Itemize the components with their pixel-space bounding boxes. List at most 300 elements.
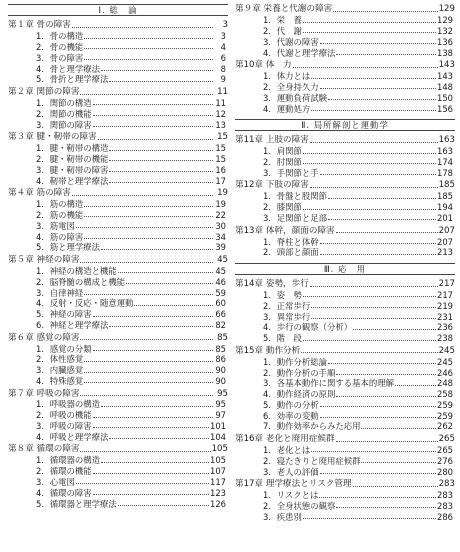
subsection-entry: [8, 97, 228, 108]
leader-dots: [320, 174, 436, 175]
leader-dots: [336, 396, 436, 397]
leader-dots: [320, 473, 436, 474]
subsection-entry: [235, 366, 455, 377]
leader-dots: [333, 11, 437, 12]
subsection-entry-title: 4．反射・反応・随意運動: [36, 298, 134, 309]
chapter-entry: [235, 478, 455, 489]
subsection-entry: [8, 409, 228, 420]
subsection-entry-title: 1．老化とは: [263, 445, 311, 456]
leader-dots: [84, 382, 213, 383]
subsection-entry-page-number: 12: [215, 108, 226, 119]
subsection-entry-title: 5．神経の障害: [36, 309, 92, 320]
leader-dots: [353, 486, 438, 487]
subsection-entry-page-number: 283: [437, 501, 453, 512]
subsection-entry-title: 1．脊柱と体幹: [263, 236, 319, 247]
chapter-entry: [235, 179, 455, 190]
chapter-entry-title: 第16章 老化と廃用症候群: [235, 434, 335, 445]
subsection-entry-title: 2．呼吸の機能: [36, 410, 92, 421]
subsection-entry-title: 2．筋の機能: [36, 209, 84, 220]
chapter-entry: [8, 86, 228, 97]
chapter-entry-page-number: 15: [217, 132, 228, 143]
chapter-entry-page-number: 19: [217, 188, 228, 199]
leader-dots: [84, 59, 213, 60]
subsection-entry-page-number: 86: [215, 354, 226, 365]
leader-dots: [319, 497, 436, 498]
subsection-entry: [235, 388, 455, 399]
subsection-entry: [235, 454, 455, 465]
chapter-entry: [235, 3, 455, 14]
subsection-entry: [8, 486, 228, 497]
chapter-entry-page-number: 245: [438, 345, 455, 356]
leader-dots: [72, 27, 213, 28]
subsection-entry: [8, 465, 228, 476]
subsection-entry-title: 1．関節の構造: [36, 97, 92, 108]
subsection-entry-title: 3．骨の障害: [36, 52, 84, 63]
subsection-entry-page-number: 265: [437, 445, 453, 456]
subsection-entry-page-number: 201: [437, 212, 453, 223]
leader-dots: [303, 32, 436, 33]
chapter-entry: [8, 187, 228, 198]
subsection-entry: [8, 308, 228, 319]
subsection-entry-title: 2．正常歩行: [263, 300, 311, 311]
leader-dots: [303, 340, 436, 341]
chapter-entry: [8, 131, 228, 142]
subsection-entry-title: 2．頭部と顔面: [263, 247, 319, 258]
chapter-entry-title: 第７章 呼吸の障害: [8, 388, 80, 399]
subsection-entry: [8, 420, 228, 431]
subsection-entry-page-number: 3: [220, 31, 226, 42]
subsection-entry: [235, 465, 455, 476]
leader-dots: [336, 441, 438, 442]
subsection-entry-page-number: 150: [437, 92, 453, 103]
toc-chapter: [8, 254, 228, 330]
subsection-entry-title: 3．足関節と足部: [263, 212, 327, 223]
subsection-entry: [235, 25, 455, 36]
toc-chapter: [8, 131, 228, 185]
chapter-entry-title: 第４章 筋の障害: [8, 188, 71, 199]
toc-chapter: [8, 19, 228, 84]
subsection-entry-title: 4．特殊感覚: [36, 375, 84, 386]
leader-dots: [84, 372, 213, 373]
leader-dots: [320, 243, 436, 244]
toc-column-left: [8, 3, 228, 510]
chapter-entry: [235, 59, 455, 70]
subsection-entry-page-number: 39: [215, 242, 226, 253]
chapter-entry: [8, 443, 228, 454]
subsection-entry-page-number: 213: [437, 247, 453, 258]
subsection-entry-page-number: 132: [437, 25, 453, 36]
subsection-entry-page-number: 15: [215, 143, 226, 154]
subsection-entry-title: 3．関節の障害: [36, 119, 92, 130]
subsection-entry-title: 2．循環の機能: [36, 466, 92, 477]
subsection-entry: [8, 153, 228, 164]
leader-dots: [328, 363, 436, 364]
subsection-entry: [8, 375, 228, 386]
subsection-entry-title: 2．代 謝: [263, 25, 302, 36]
toc-chapter: [235, 3, 455, 57]
subsection-entry-page-number: 97: [215, 410, 226, 421]
subsection-entry-page-number: 105: [210, 455, 226, 466]
subsection-entry-title: 3．筋電図: [36, 220, 75, 231]
subsection-entry-title: 1．骨盤と股関節: [263, 191, 327, 202]
subsection-entry: [8, 51, 228, 62]
subsection-entry: [8, 198, 228, 209]
leader-dots: [361, 428, 436, 429]
leader-dots: [109, 171, 213, 172]
subsection-entry-title: 3．腱・靭帯の障害: [36, 164, 109, 175]
subsection-entry: [235, 35, 455, 46]
subsection-entry: [8, 342, 228, 353]
subsection-entry-page-number: 148: [437, 81, 453, 92]
subsection-entry-title: 1．筋の構造: [36, 199, 84, 210]
subsection-entry: [8, 476, 228, 487]
toc-chapter: [235, 179, 455, 222]
subsection-entry-page-number: 163: [437, 146, 453, 157]
subsection-entry: [235, 201, 455, 212]
chapter-entry-page-number: 85: [217, 332, 228, 343]
leader-dots: [80, 262, 213, 263]
subsection-entry-title: 5．骨折と理学療法: [36, 74, 109, 85]
subsection-entry: [235, 81, 455, 92]
chapter-entry-title: 第13章 体幹，顔面の障害: [235, 225, 335, 236]
subsection-entry-title: 3．疾患別: [263, 511, 302, 522]
subsection-entry-title: 6．神経と理学療法: [36, 319, 109, 330]
chapter-entry-page-number: 105: [211, 444, 228, 455]
subsection-entry-title: 2．膝関節: [263, 202, 302, 213]
subsection-entry-title: 1．リスクとは: [263, 490, 319, 501]
subsection-entry: [235, 332, 455, 343]
leader-dots: [109, 182, 213, 183]
chapter-entry: [235, 345, 455, 356]
chapter-entry: [8, 254, 228, 265]
leader-dots: [310, 187, 438, 188]
subsection-entry-title: 1．神経の構造と機能: [36, 265, 117, 276]
subsection-entry-page-number: 45: [215, 265, 226, 276]
leader-dots: [109, 160, 213, 161]
subsection-entry-title: 2．全身状態の観察: [263, 501, 336, 512]
subsection-entry-page-number: 280: [437, 466, 453, 477]
chapter-entry-page-number: 217: [438, 278, 455, 289]
subsection-entry: [235, 321, 455, 332]
subsection-entry-title: 3．各基本動作に関する基本的理解: [263, 378, 394, 389]
subsection-entry-page-number: 217: [437, 289, 453, 300]
leader-dots: [109, 81, 213, 82]
section-heading: Ⅲ. 応 用: [235, 263, 455, 275]
subsection-entry-page-number: 30: [215, 220, 226, 231]
leader-dots: [303, 209, 436, 210]
subsection-entry-title: 3．運動負荷試験: [263, 92, 327, 103]
subsection-entry: [235, 246, 455, 257]
subsection-entry-title: 1．栄 養: [263, 15, 302, 26]
subsection-entry-page-number: 258: [437, 389, 453, 400]
leader-dots: [311, 78, 436, 79]
chapter-entry-page-number: 45: [217, 254, 228, 265]
leader-dots: [93, 350, 213, 351]
leader-dots: [311, 307, 436, 308]
subsection-entry-page-number: 276: [437, 455, 453, 466]
subsection-entry-page-number: 11: [215, 97, 226, 108]
leader-dots: [93, 494, 209, 495]
subsection-entry: [8, 286, 228, 297]
subsection-entry: [8, 73, 228, 84]
subsection-entry-page-number: 136: [437, 36, 453, 47]
leader-dots: [101, 70, 213, 71]
subsection-entry-title: 1．腱・靭帯の構造: [36, 143, 109, 154]
leader-dots: [134, 305, 213, 306]
leader-dots: [93, 316, 213, 317]
leader-dots: [301, 352, 437, 353]
leader-dots: [320, 88, 436, 89]
chapter-entry: [235, 433, 455, 444]
leader-dots: [320, 417, 436, 418]
subsection-entry-page-number: 245: [437, 356, 453, 367]
subsection-entry-page-number: 15: [215, 153, 226, 164]
chapter-entry: [8, 387, 228, 398]
subsection-entry-page-number: 82: [215, 319, 226, 330]
leader-dots: [310, 286, 438, 287]
subsection-entry-page-number: 17: [215, 175, 226, 186]
section-heading: Ⅱ. 局所解剖と運動学: [235, 119, 455, 131]
subsection-entry-page-number: 143: [437, 71, 453, 82]
subsection-entry-title: 3．手関節と手: [263, 167, 319, 178]
chapter-entry-title: 第12章 下肢の障害: [235, 180, 309, 191]
subsection-entry: [235, 310, 455, 321]
subsection-entry-page-number: 85: [215, 343, 226, 354]
subsection-entry: [235, 91, 455, 102]
leader-dots: [101, 462, 209, 463]
leader-dots: [93, 473, 209, 474]
subsection-entry: [235, 489, 455, 500]
leader-dots: [93, 104, 213, 105]
subsection-entry: [8, 62, 228, 73]
subsection-entry-title: 3．呼吸の障害: [36, 421, 92, 432]
leader-dots: [336, 54, 436, 55]
subsection-entry: [8, 118, 228, 129]
subsection-entry: [8, 41, 228, 52]
section-heading: Ⅰ. 総 論: [8, 4, 228, 16]
leader-dots: [303, 153, 436, 154]
toc-chapter: [8, 187, 228, 252]
leader-dots: [303, 163, 436, 164]
subsection-entry-title: 4．運動処方: [263, 103, 311, 114]
subsection-entry-page-number: 231: [437, 311, 453, 322]
subsection-entry: [8, 297, 228, 308]
chapter-entry-title: 第６章 感覚の障害: [8, 332, 80, 343]
subsection-entry: [235, 102, 455, 113]
subsection-entry: [235, 156, 455, 167]
subsection-entry: [235, 190, 455, 201]
chapter-entry-title: 第10章 体 力: [235, 60, 292, 71]
subsection-entry-page-number: 219: [437, 300, 453, 311]
subsection-entry: [8, 364, 228, 375]
leader-dots: [93, 115, 213, 116]
leader-dots: [109, 438, 209, 439]
subsection-entry-title: 4．循環の障害: [36, 487, 92, 498]
subsection-entry-title: 4．歩行の観察（分析）: [263, 322, 353, 333]
subsection-entry: [235, 399, 455, 410]
leader-dots: [84, 48, 213, 49]
subsection-entry: [235, 420, 455, 431]
subsection-entry-page-number: 16: [215, 164, 226, 175]
subsection-entry-title: 3．老人の評価: [263, 466, 319, 477]
chapter-entry-page-number: 143: [438, 60, 455, 71]
leader-dots: [118, 505, 209, 506]
subsection-entry-page-number: 259: [437, 399, 453, 410]
subsection-entry-page-number: 174: [437, 156, 453, 167]
subsection-entry-page-number: 46: [215, 276, 226, 287]
toc-chapter: [235, 433, 455, 476]
leader-dots: [311, 318, 436, 319]
subsection-entry-title: 4．靭帯と理学療法: [36, 175, 109, 186]
subsection-entry: [8, 319, 228, 330]
leader-dots: [93, 427, 209, 428]
leader-dots: [80, 395, 213, 396]
chapter-entry-title: 第９章 栄養と代謝の障害: [235, 4, 333, 15]
subsection-entry-title: 1．骨の構造: [36, 31, 84, 42]
subsection-entry-page-number: 90: [215, 375, 226, 386]
subsection-entry-title: 3．内臓感覚: [36, 365, 84, 376]
subsection-entry: [235, 355, 455, 366]
subsection-entry: [235, 70, 455, 81]
leader-dots: [311, 110, 436, 111]
leader-dots: [109, 326, 213, 327]
chapter-entry-title: 第２章 関節の障害: [8, 86, 80, 97]
chapter-entry-title: 第11章 上肢の障害: [235, 135, 309, 146]
leader-dots: [80, 94, 213, 95]
subsection-entry-title: 2．体性感覚: [36, 354, 84, 365]
subsection-entry: [8, 30, 228, 41]
chapter-entry-page-number: 283: [438, 479, 455, 490]
subsection-entry: [235, 444, 455, 455]
chapter-entry-page-number: 95: [217, 388, 228, 399]
subsection-entry-page-number: 101: [210, 421, 226, 432]
toc-chapter: [8, 387, 228, 441]
subsection-entry-title: 1．呼吸器の構造: [36, 399, 100, 410]
leader-dots: [293, 67, 438, 68]
leader-dots: [93, 126, 213, 127]
subsection-entry-page-number: 123: [210, 487, 226, 498]
subsection-entry-title: 3．代謝の障害: [263, 36, 319, 47]
leader-dots: [328, 219, 436, 220]
chapter-entry-title: 第５章 神経の障害: [8, 254, 80, 265]
subsection-entry: [235, 409, 455, 420]
subsection-entry-title: 1．循環器の構造: [36, 455, 100, 466]
subsection-entry-title: 1．感覚の分類: [36, 343, 92, 354]
subsection-entry: [235, 510, 455, 521]
leader-dots: [84, 361, 213, 362]
subsection-entry-title: 4．呼吸と理学療法: [36, 431, 109, 442]
leader-dots: [98, 139, 213, 140]
subsection-entry-page-number: 60: [215, 298, 226, 309]
subsection-entry-title: 2．腱・靭帯の機能: [36, 153, 109, 164]
subsection-entry: [8, 454, 228, 465]
leader-dots: [328, 198, 436, 199]
subsection-entry: [8, 219, 228, 230]
toc-chapter: [235, 278, 455, 343]
toc-chapter: [235, 345, 455, 431]
leader-dots: [303, 22, 436, 23]
toc-chapter: [8, 86, 228, 129]
subsection-entry-page-number: 59: [215, 287, 226, 298]
leader-dots: [336, 374, 436, 375]
leader-dots: [84, 238, 213, 239]
subsection-entry-page-number: 34: [215, 231, 226, 242]
subsection-entry-page-number: 90: [215, 365, 226, 376]
leader-dots: [84, 38, 213, 39]
leader-dots: [72, 195, 213, 196]
subsection-entry-title: 5．筋と理学療法: [36, 242, 100, 253]
subsection-entry-title: 6．効率の変動: [263, 410, 319, 421]
subsection-entry: [8, 230, 228, 241]
chapter-entry-title: 第３章 腱・靭帯の障害: [8, 132, 97, 143]
subsection-entry-page-number: 283: [437, 490, 453, 501]
subsection-entry-page-number: 207: [437, 236, 453, 247]
toc-chapter: [235, 478, 455, 521]
subsection-entry: [235, 46, 455, 57]
leader-dots: [320, 43, 436, 44]
subsection-entry: [235, 166, 455, 177]
toc-chapter: [235, 224, 455, 256]
subsection-entry: [8, 241, 228, 252]
subsection-entry-title: 2．脳脊髄の構成と機能: [36, 276, 126, 287]
subsection-entry: [235, 377, 455, 388]
leader-dots: [80, 451, 210, 452]
chapter-entry: [235, 278, 455, 289]
leader-dots: [336, 232, 438, 233]
subsection-entry-title: 3．自律神経: [36, 287, 84, 298]
leader-dots: [361, 462, 436, 463]
chapter-entry-page-number: 207: [438, 225, 455, 236]
subsection-entry-title: 2．動作分析の手順: [263, 367, 336, 378]
leader-dots: [93, 417, 213, 418]
subsection-entry-page-number: 185: [437, 191, 453, 202]
subsection-entry: [235, 14, 455, 25]
leader-dots: [336, 507, 436, 508]
subsection-entry-title: 3．異常歩行: [263, 311, 311, 322]
subsection-entry: [8, 398, 228, 409]
subsection-entry-page-number: 236: [437, 322, 453, 333]
subsection-entry: [235, 145, 455, 156]
chapter-entry: [8, 331, 228, 342]
leader-dots: [76, 483, 209, 484]
subsection-entry: [8, 265, 228, 276]
leader-dots: [109, 150, 213, 151]
subsection-entry-page-number: 117: [210, 477, 226, 488]
subsection-entry-title: 2．寝たきりと廃用症候群: [263, 455, 361, 466]
leader-dots: [328, 99, 436, 100]
subsection-entry-title: 2．骨の機能: [36, 41, 84, 52]
subsection-entry: [8, 497, 228, 508]
leader-dots: [395, 385, 436, 386]
toc-chapter: [235, 59, 455, 113]
subsection-entry: [8, 174, 228, 185]
subsection-entry-page-number: 13: [215, 119, 226, 130]
subsection-entry-page-number: 178: [437, 167, 453, 178]
subsection-entry-title: 1．体力とは: [263, 71, 311, 82]
chapter-entry-title: 第14章 姿勢，歩行: [235, 278, 309, 289]
subsection-entry-page-number: 104: [210, 431, 226, 442]
leader-dots: [80, 339, 213, 340]
chapter-entry-page-number: 11: [217, 86, 228, 97]
leader-dots: [353, 329, 436, 330]
subsection-entry: [8, 430, 228, 441]
chapter-entry-title: 第１章 骨の障害: [8, 20, 71, 31]
leader-dots: [303, 518, 436, 519]
chapter-entry-title: 第17章 理学療法とリスク管理: [235, 479, 352, 490]
subsection-entry-title: 1．肩関節: [263, 146, 302, 157]
leader-dots: [320, 406, 436, 407]
subsection-entry: [8, 107, 228, 118]
